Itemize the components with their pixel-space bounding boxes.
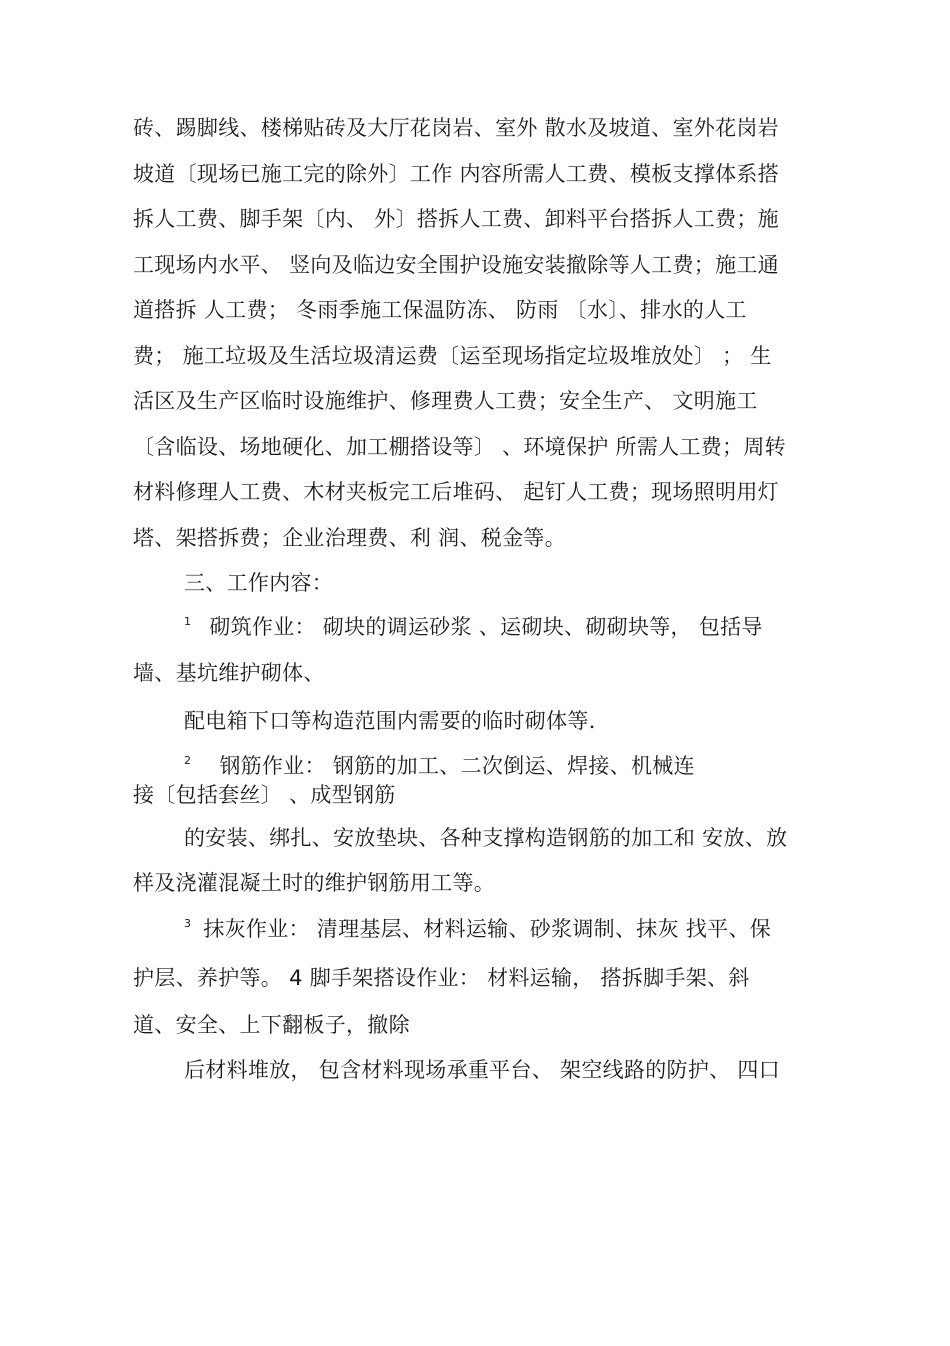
text-line: 拆人工费、脚手架〔内、 外〕搭拆人工费、卸料平台搭拆人工费；施 (133, 207, 779, 231)
text-line: 护层、养护等。 4 脚手架搭设作业： 材料运输， 搭拆脚手架、斜 (133, 966, 750, 990)
text-line: 样及浇灌混凝土时的维护钢筋用工等。 (133, 871, 496, 895)
text-line: 塔、架搭拆费；企业治理费、利 润、税金等。 (133, 526, 566, 550)
text-line: 墙、基坑维护砌体、 (133, 661, 325, 685)
text-line: 道搭拆 人工费； 冬雨季施工保温防冻、 防雨 〔水〕、排水的人工 (133, 298, 747, 322)
list-item-1 (184, 614, 763, 644)
text-line: 费； 施工垃圾及生活垃圾清运费〔运至现场指定垃圾堆放处〕 ； 生 (133, 344, 772, 368)
text-line: 道、安全、上下翻板子，撤除 (133, 1013, 410, 1037)
text-line: 砌筑作业： 砌块的调运砂浆 、运砌块、砌砌块等， 包括导 (209, 615, 763, 639)
list-item-2 (184, 753, 695, 783)
text-line: 后材料堆放， 包含材料现场承重平台、 架空线路的防护、 四口 (184, 1058, 781, 1082)
text-line: 砖、踢脚线、楼梯贴砖及大厅花岗岩、室外 散水及坡道、室外花岗岩 (133, 116, 779, 140)
text-line: 接〔包括套丝〕 、成型钢筋 (133, 783, 396, 807)
list-item-3 (184, 916, 771, 946)
item-number: 3 (184, 917, 192, 930)
section-heading: 三、工作内容： (184, 571, 334, 595)
text-line: 材料修理人工费、木材夹板完工后堆码、 起钉人工费；现场照明用灯 (133, 480, 779, 504)
text-line: 坡道〔现场已施工完的除外〕工作 内容所需人工费、模板支撑体系搭 (133, 162, 779, 186)
text-line: 钢筋作业： 钢筋的加工、二次倒运、焊接、机械连 (219, 754, 695, 778)
text-line: 〔含临设、场地硬化、加工棚搭设等〕 、环境保护 所需人工费；周转 (133, 435, 786, 459)
text-line: 工现场内水平、 竖向及临边安全围护设施安装撤除等人工费；施工通 (133, 253, 779, 277)
item-number: 2 (184, 754, 192, 767)
item-number: 1 (184, 615, 192, 628)
text-line: 抹灰作业： 清理基层、材料运输、砂浆调制、抹灰 找平、保 (203, 917, 772, 941)
text-line: 活区及生产区临时设施维护、修理费人工费；安全生产、 文明施工 (133, 389, 758, 413)
text-line: 配电箱下口等构造范围内需要的临时砌体等． (184, 709, 610, 733)
text-line: 的安装、绑扎、安放垫块、各种支撑构造钢筋的加工和 安放、放 (184, 826, 788, 850)
